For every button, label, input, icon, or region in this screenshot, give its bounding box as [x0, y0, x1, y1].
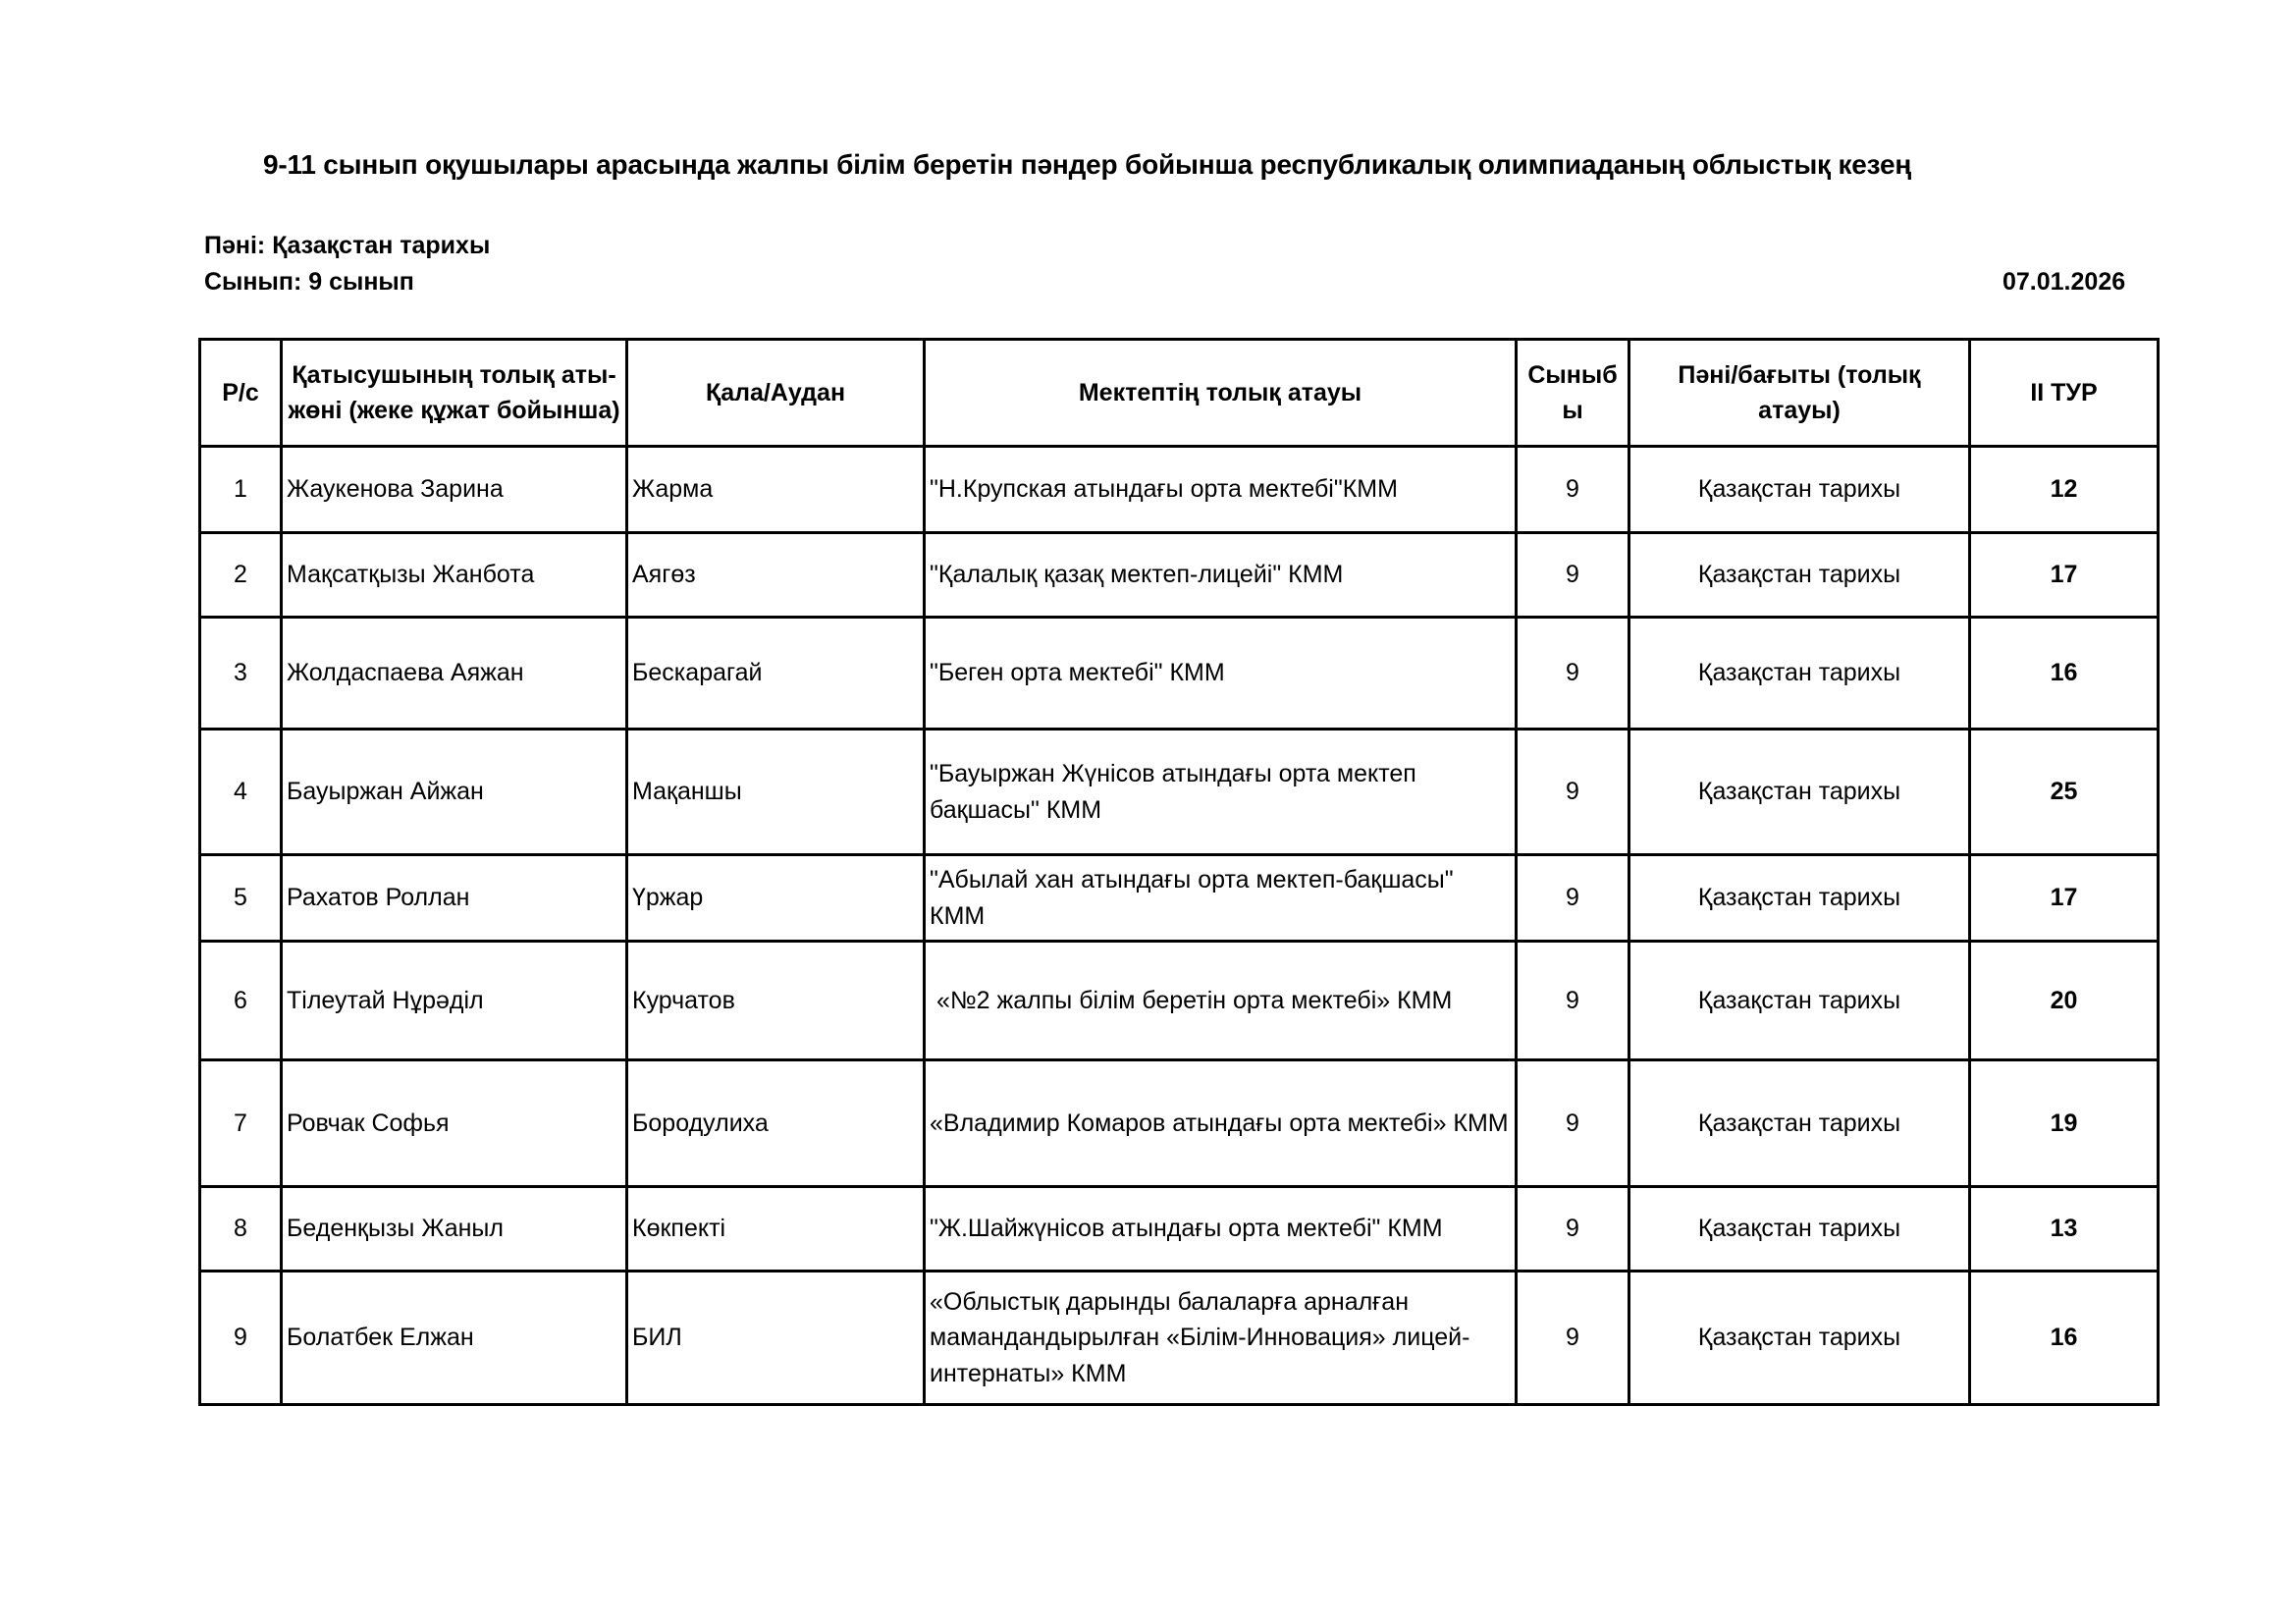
score-cell: 17	[1970, 533, 2159, 618]
score-cell: 17	[1970, 855, 2159, 942]
grade-cell: 9	[1517, 533, 1629, 618]
table-row	[200, 855, 2159, 942]
subject-cell: Қазақстан тарихы	[1629, 618, 1970, 730]
grade-line: Сынып: 9 сынып	[204, 268, 414, 296]
participant-name-cell: Ровчак Софья	[282, 1060, 627, 1187]
participant-name-cell: Жолдаспаева Аяжан	[282, 618, 627, 730]
participant-name-cell: Тілеутай Нұрәділ	[282, 942, 627, 1060]
grade-cell: 9	[1517, 855, 1629, 942]
subject-cell: Қазақстан тарихы	[1629, 447, 1970, 533]
table-row	[200, 730, 2159, 855]
row-number-cell: 9	[200, 1272, 282, 1405]
school-name-cell: "Н.Крупская атындағы орта мектебі"КММ	[925, 447, 1517, 533]
school-name-cell: «№2 жалпы білім беретін орта мектебі» КММ	[925, 942, 1517, 1060]
table-row	[200, 533, 2159, 618]
table-row	[200, 942, 2159, 1060]
participant-name-cell: Жаукенова Зарина	[282, 447, 627, 533]
participant-name-cell: Бауыржан Айжан	[282, 730, 627, 855]
grade-cell: 9	[1517, 730, 1629, 855]
table-row	[200, 1060, 2159, 1187]
table-row	[200, 1272, 2159, 1405]
score-cell: 16	[1970, 618, 2159, 730]
score-cell: 19	[1970, 1060, 2159, 1187]
school-name-cell: "Абылай хан атындағы орта мектеп-бақшасы" КММ	[925, 855, 1517, 942]
district-cell: Курчатов	[627, 942, 925, 1060]
score-cell: 12	[1970, 447, 2159, 533]
grade-cell: 9	[1517, 447, 1629, 533]
table-row	[200, 618, 2159, 730]
district-cell: Жарма	[627, 447, 925, 533]
subject-cell: Қазақстан тарихы	[1629, 1187, 1970, 1272]
header-no: Р/с	[200, 340, 282, 447]
score-cell: 16	[1970, 1272, 2159, 1405]
table-header-row	[200, 340, 2159, 447]
table-row	[200, 1187, 2159, 1272]
table-row	[200, 447, 2159, 533]
school-name-cell: «Владимир Комаров атындағы орта мектебі» КММ	[925, 1060, 1517, 1187]
grade-cell: 9	[1517, 618, 1629, 730]
row-number-cell: 5	[200, 855, 282, 942]
score-cell: 13	[1970, 1187, 2159, 1272]
row-number-cell: 4	[200, 730, 282, 855]
document-date: 07.01.2026	[2002, 268, 2126, 296]
row-number-cell: 6	[200, 942, 282, 1060]
header-school: Мектептің толық атауы	[925, 340, 1517, 447]
score-cell: 25	[1970, 730, 2159, 855]
grade-cell: 9	[1517, 942, 1629, 1060]
subject-cell: Қазақстан тарихы	[1629, 855, 1970, 942]
header-score: ІІ ТУР	[1970, 340, 2159, 447]
subject-cell: Қазақстан тарихы	[1629, 533, 1970, 618]
header-subject: Пәні/бағыты (толық атауы)	[1629, 340, 1970, 447]
subject-line: Пәні: Қазақстан тарихы	[204, 232, 491, 259]
district-cell: Көкпекті	[627, 1187, 925, 1272]
row-number-cell: 1	[200, 447, 282, 533]
row-number-cell: 2	[200, 533, 282, 618]
participant-name-cell: Рахатов Роллан	[282, 855, 627, 942]
document-title: 9-11 сынып оқушылары арасында жалпы білім беретін пәндер бойынша республикалық олимпиаданың облыстық кезең	[263, 149, 1912, 180]
subject-cell: Қазақстан тарихы	[1629, 942, 1970, 1060]
district-cell: БИЛ	[627, 1272, 925, 1405]
subject-cell: Қазақстан тарихы	[1629, 1272, 1970, 1405]
grade-cell: 9	[1517, 1272, 1629, 1405]
row-number-cell: 8	[200, 1187, 282, 1272]
participant-name-cell: Беденқызы Жаныл	[282, 1187, 627, 1272]
district-cell: Бородулиха	[627, 1060, 925, 1187]
header-grade: Сыныбы	[1517, 340, 1629, 447]
subject-cell: Қазақстан тарихы	[1629, 1060, 1970, 1187]
row-number-cell: 7	[200, 1060, 282, 1187]
school-name-cell: "Беген орта мектебі" КММ	[925, 618, 1517, 730]
participant-name-cell: Мақсатқызы Жанбота	[282, 533, 627, 618]
district-cell: Аягөз	[627, 533, 925, 618]
school-name-cell: "Қалалық қазақ мектеп-лицейі" КММ	[925, 533, 1517, 618]
header-name: Қатысушының толық аты-жөні (жеке құжат бойынша)	[282, 340, 627, 447]
header-district: Қала/Аудан	[627, 340, 925, 447]
subject-cell: Қазақстан тарихы	[1629, 730, 1970, 855]
score-cell: 20	[1970, 942, 2159, 1060]
school-name-cell: "Ж.Шайжүнісов атындағы орта мектебі" КММ	[925, 1187, 1517, 1272]
row-number-cell: 3	[200, 618, 282, 730]
school-name-cell: "Бауыржан Жүнісов атындағы орта мектеп бақшасы" КММ	[925, 730, 1517, 855]
district-cell: Бескарагай	[627, 618, 925, 730]
district-cell: Үржар	[627, 855, 925, 942]
school-name-cell: «Облыстық дарынды балаларға арналған мамандандырылған «Білім-Инновация» лицей-интернаты» КММ	[925, 1272, 1517, 1405]
results-table	[198, 338, 2160, 1406]
district-cell: Мақаншы	[627, 730, 925, 855]
grade-cell: 9	[1517, 1060, 1629, 1187]
participant-name-cell: Болатбек Елжан	[282, 1272, 627, 1405]
grade-cell: 9	[1517, 1187, 1629, 1272]
